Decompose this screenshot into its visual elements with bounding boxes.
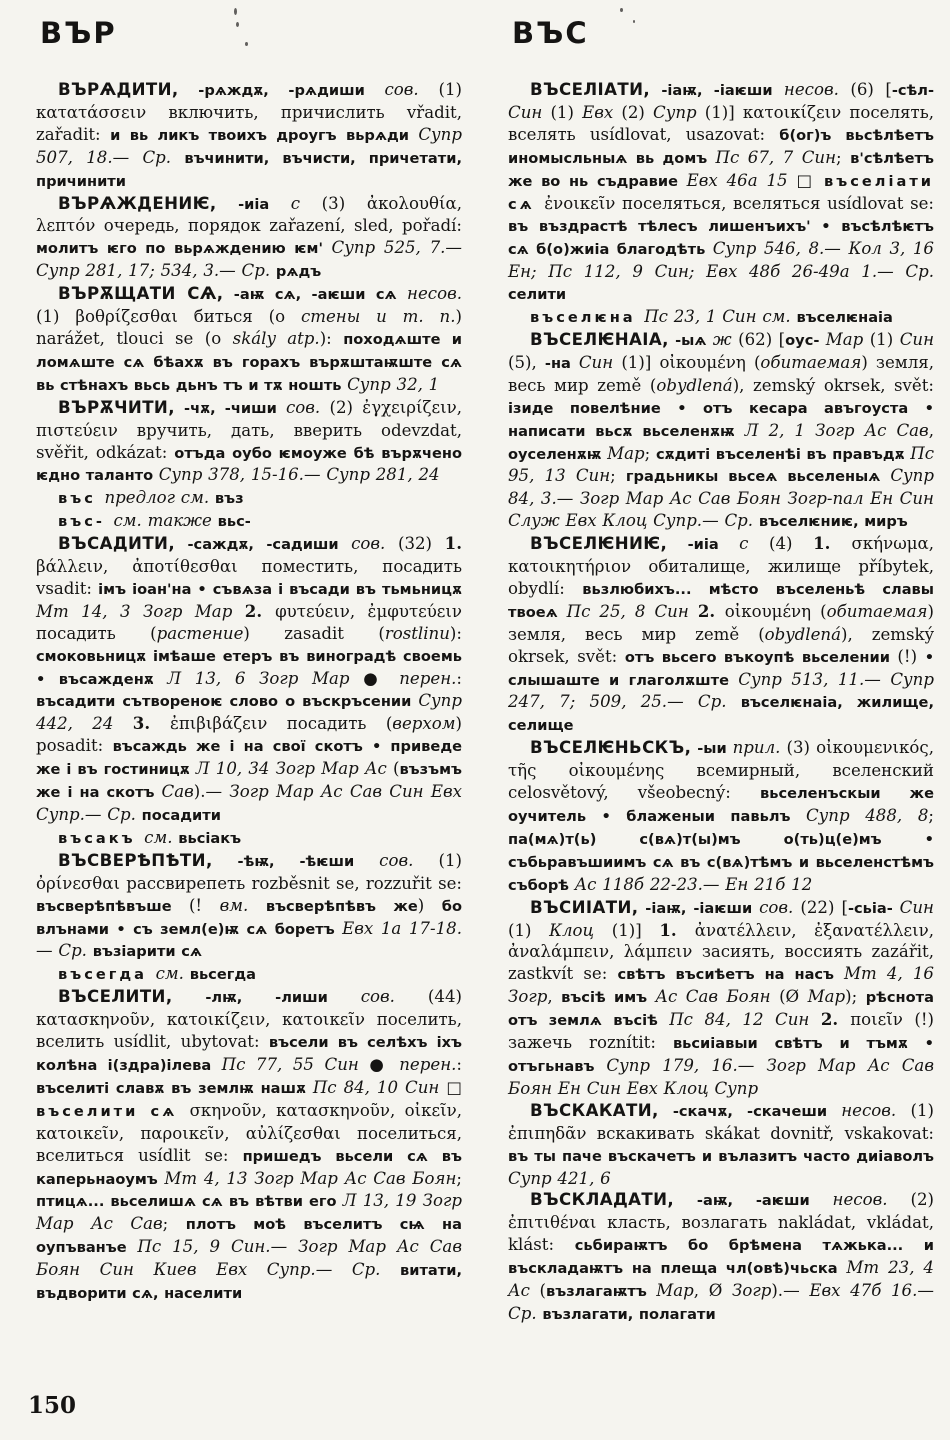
italic-reference: ж <box>712 329 732 349</box>
scan-speck <box>620 8 623 12</box>
entry-text: ; <box>644 443 656 463</box>
entry-text: ).— <box>771 1281 810 1301</box>
headword: ВЪРѦДИТИ, <box>58 80 179 99</box>
headword: ВЪСЕЛѤНИѤ, <box>530 534 668 554</box>
italic-reference: Пс 84, 10 Син <box>312 1077 447 1097</box>
ocs-citation: -ыѧ <box>668 331 713 349</box>
entry-text: (2) <box>320 397 363 417</box>
entry-text: вскакивать skákat dovnitř, vskakovat: <box>596 1123 934 1143</box>
dictionary-entry <box>508 1189 934 1325</box>
italic-reference: сов. <box>384 80 419 99</box>
ocs-citation: възіарити сѧ <box>92 943 203 961</box>
entry-text: ● <box>363 668 400 688</box>
sense-number: 2. <box>697 600 725 621</box>
dictionary-entry <box>508 329 934 533</box>
ocs-citation: въсадити сътвореноѥ слово о въскръсении <box>36 693 419 711</box>
ocs-citation: възлагаѭтъ <box>546 1283 657 1301</box>
ocs-citation: вьсегда <box>189 966 256 984</box>
italic-reference: верхом <box>392 714 456 734</box>
cross-reference-entry <box>36 827 462 850</box>
ocs-citation: -сѣл- <box>891 82 935 99</box>
entry-text: (!) зажечь roznítit: <box>508 1010 934 1053</box>
italic-reference: Мар <box>807 987 846 1007</box>
entry-text: (1) <box>413 850 462 870</box>
entry-text: ) земля, весь мир země ( <box>508 352 934 395</box>
italic-reference: сов. <box>285 397 321 417</box>
entry-text: (4) <box>748 534 814 554</box>
italic-reference: Евх 1а 17-18.— Ср. <box>36 918 462 961</box>
italic-reference: прил. <box>732 738 781 758</box>
italic-reference: Сав <box>161 782 194 802</box>
headword: ВЪРѪЩАТИ СѦ, <box>58 284 224 304</box>
entry-text: (! <box>188 895 220 915</box>
italic-reference: Супр 378, 15-16.— Супр 281, 24 <box>158 465 440 485</box>
entry-text: : <box>456 1054 462 1074</box>
headword: ВЪСЕЛѤНЬСКЪ, <box>530 738 692 758</box>
ocs-citation: градьникы вьсеѧ вьселеныѧ <box>625 468 891 486</box>
greek-gloss: οἰκουμένη <box>724 601 821 621</box>
sense-number: 1. <box>813 533 852 554</box>
ocs-citation: -лѭ, -лиши <box>172 989 361 1007</box>
entry-text: ( <box>753 352 761 372</box>
italic-reference: см. также <box>113 511 218 531</box>
ocs-citation: смоковьницѫ імѣаше етеръ въ виноградѣ своемь • въсажденѫ <box>36 647 462 688</box>
italic-reference: Пс 95, 13 Син <box>508 443 934 486</box>
dictionary-entry <box>36 79 462 193</box>
ocs-citation: въсверѣпѣвъше <box>36 897 189 915</box>
ocs-citation: въ въздрастѣ тѣлесъ лишенъихъ' • въсѣлѣѥтъ сѧ б(о)жиіа благодѣть <box>508 218 934 259</box>
entry-text: □ <box>796 170 825 190</box>
entry-text: (2) <box>887 1190 935 1210</box>
italic-reference: Супр 179, 16.— Зогр Мар Ас Сав Боян Ен Син Евх Клоц Супр <box>508 1055 934 1098</box>
italic-reference: Супр 32, 1 <box>347 374 440 394</box>
ocs-citation: витати, въдворити сѧ, населити <box>36 1262 462 1303</box>
ocs-citation: въселиті славѫ въ землѭ нашѫ <box>36 1079 313 1097</box>
italic-reference: Пс 25, 8 Син <box>566 601 698 621</box>
entry-text: (1) <box>896 1100 934 1120</box>
entry-text: обиталище, жилище příbytek, obydlí: <box>508 557 934 598</box>
ocs-citation: въсверѣпѣвъ же <box>265 897 418 915</box>
entry-text: ) zasadit ( <box>243 623 385 643</box>
headword: ВЪСИІАТИ, <box>530 897 639 917</box>
entry-text: (22) [ <box>793 897 848 917</box>
entry-text: ; <box>928 806 934 825</box>
italic-reference: сов. <box>351 534 386 554</box>
greek-gloss: κατασκηνοῦν, κατοικίζειν, κατοικεῖν <box>36 1010 377 1030</box>
entry-text: (62) [ <box>731 329 786 349</box>
italic-reference: Мар <box>607 443 645 463</box>
entries-left <box>36 79 462 1305</box>
ocs-citation: -іаѭ, -іаѥши <box>638 899 760 917</box>
ocs-citation: възъмъ же і на скотъ <box>36 761 462 802</box>
ocs-citation: вьсіакъ <box>178 829 242 847</box>
italic-reference: Супр 513, 11.— Супр 247, 7; 509, 25.— Ср. <box>508 669 934 712</box>
greek-gloss: ἐνοικεῖν <box>544 193 622 213</box>
entry-text: вручить, дать, вверить odevzdat, svěřit, odkázat: <box>36 420 462 462</box>
entry-text: , <box>547 987 562 1007</box>
italic-reference: перен. <box>399 1054 457 1074</box>
entry-text: ; <box>610 466 626 486</box>
greek-gloss: ἐγχειρίζειν, πιστεύειν <box>36 397 462 440</box>
greek-gloss: σκήνωμα, κατοικητήριον <box>508 534 934 577</box>
entry-text: (1) <box>550 102 583 122</box>
italic-reference: Син <box>508 102 551 122</box>
entry-text: ; <box>456 1168 462 1188</box>
ocs-citation: посадити <box>141 807 221 824</box>
italic-reference: обитаемая <box>760 352 862 372</box>
ocs-citation: в'сѣлѣетъ же во нь съдравие <box>508 149 934 190</box>
greek-gloss: κατοικίζειν <box>742 102 850 122</box>
greek-gloss: φυτεύειν, ἐμφυτεύειν <box>275 601 462 621</box>
italic-reference: Супр 421, 6 <box>508 1168 611 1188</box>
italic-reference: Мт 4, 16 Зогр <box>508 964 934 1007</box>
italic-reference: Л 13, 6 Зогр Мар <box>167 668 364 688</box>
entry-text: ( <box>392 759 400 779</box>
spaced-headword: въсегда <box>58 966 156 984</box>
italic-reference: Л 13, 19 Зогр Мар Ас Сав <box>36 1191 462 1234</box>
italic-reference: сов. <box>360 987 395 1007</box>
ocs-citation: • слышаште и глаголѫште <box>508 648 935 689</box>
dictionary-entry <box>36 397 462 488</box>
ocs-citation: рѣснота отъ землѧ въсіѣ <box>508 989 934 1030</box>
dictionary-entry <box>508 79 934 306</box>
entry-text: (1) <box>508 920 550 940</box>
entry-text: (1)] <box>611 920 660 940</box>
entry-text: , Ø <box>693 1281 732 1301</box>
greek-gloss: οἰκουμενικός, τῆς οἰκουμένης <box>508 738 934 781</box>
entry-text: включить, причислить vřadit, zařadit: <box>36 102 462 144</box>
italic-reference: Евх 47б 16.— Ср. <box>508 1281 934 1323</box>
entry-text: посадить ( <box>36 623 157 643</box>
scan-speck <box>245 42 248 46</box>
ocs-citation: рѧдъ <box>275 263 322 281</box>
ocs-citation: ізиде повелѣние • отъ кесара авъгоуста • написати вьсѫ вьселенѫѭ <box>508 399 934 440</box>
spaced-headword: въс- <box>58 513 114 531</box>
headword: ВЪСКАКАТИ, <box>530 1100 659 1120</box>
entry-text: ): <box>449 623 462 643</box>
entry-text: поселиться, вселиться usídlit se: <box>36 1123 462 1165</box>
headword: ВЪСЕЛІАТИ, <box>530 80 651 99</box>
italic-reference: см. <box>144 827 179 847</box>
entry-text: : <box>456 668 462 688</box>
entry-text: (3) <box>299 193 367 213</box>
ocs-citation: -иіа <box>667 536 740 554</box>
cross-reference-entry <box>36 510 462 533</box>
italic-reference: с <box>739 534 749 554</box>
sense-number: 1. <box>444 533 462 554</box>
sense-number: 3. <box>132 713 170 734</box>
entry-text: (2) <box>621 102 653 122</box>
greek-gloss: ποιεῖν <box>850 1010 915 1030</box>
italic-reference: растение <box>156 623 244 643</box>
ocs-citation: сѫдиті въселенѣі въ правъдѫ <box>655 445 911 463</box>
italic-reference: несов. <box>407 284 462 304</box>
ocs-citation: въсіѣ имъ <box>561 989 656 1007</box>
italic-reference: сов. <box>759 897 794 917</box>
headword: ВЪСЕЛИТИ, <box>58 987 173 1007</box>
ocs-citation: въсаждь же і на свої скотъ • приведе же і въ гостиницѫ <box>36 738 463 779</box>
left-column <box>36 16 462 1326</box>
italic-reference: с <box>290 193 300 213</box>
ocs-citation: въселѥнаіа, жилище, селище <box>508 694 934 735</box>
headword: ВЪСКЛАДАТИ, <box>530 1190 675 1210</box>
italic-reference: obydlená <box>764 624 841 644</box>
italic-reference: Пс 67, 7 Син <box>715 147 837 167</box>
entry-text: (6) [ <box>838 80 892 99</box>
greek-gloss: ἐπιπηδᾶν <box>508 1123 597 1143</box>
dictionary-entry <box>508 737 934 896</box>
italic-reference: Супр <box>653 102 705 122</box>
entry-text: (44) <box>394 987 462 1007</box>
entry-text: поселяться, вселяться usídlovat se: <box>621 193 935 213</box>
entry-text: ) narážet, tlouci se (o <box>36 307 463 348</box>
italic-reference: Мар <box>825 329 870 349</box>
dictionary-entry <box>36 850 462 964</box>
entry-text: поселить, вселить usídlit, ubytovat: <box>36 1010 462 1052</box>
running-head-right: ВЪС <box>512 16 589 50</box>
entry-text: (1) <box>36 307 76 327</box>
italic-reference: obydlená <box>656 375 733 395</box>
ocs-citation: плотъ моѣ въселитъ сѩ на оупъванъе <box>36 1216 462 1257</box>
entry-text: ), zemský okrsek, svět: <box>732 375 934 395</box>
entry-text: ), zemský okrsek, svět: <box>508 624 934 666</box>
ocs-citation: молитъ ѥго по вьрѧждению ѥм' <box>36 240 332 258</box>
spaced-headword: въселѥна <box>530 309 645 327</box>
sense-number: 2. <box>244 600 276 621</box>
sense-number: 1. <box>659 919 695 940</box>
italic-reference: Супр 525, 7.— Супр 281, 17; 534, 3.— Ср. <box>36 238 463 281</box>
entry-text: ): <box>319 328 344 348</box>
ocs-citation: -аѭ сѧ, -аѥши сѧ <box>223 286 408 304</box>
italic-reference: Супр 442, 24 <box>36 691 462 734</box>
cross-reference-entry <box>36 487 462 510</box>
ocs-citation: вьселенъскыи же оучитель • блаженыи павьлъ <box>508 785 934 825</box>
italic-reference: rostlinu <box>384 623 450 643</box>
italic-reference: Син <box>899 329 935 349</box>
greek-gloss: κατατάσσειν <box>36 102 169 122</box>
headword: ВЪРѪЧИТИ, <box>58 397 175 417</box>
ocs-citation: въселѥниѥ, миръ <box>758 513 908 531</box>
ocs-citation: б(ог)ъ вьсѣлѣетъ иномысльныѧ вь домъ <box>508 126 934 167</box>
greek-gloss: ὀρίνεσθαι <box>36 873 127 893</box>
ocs-citation: -рѧждѫ, -рѧдиши <box>178 82 385 99</box>
spaced-headword: въселити сѧ <box>36 1102 190 1120</box>
ocs-citation: отъда оубо ѥмоуже бѣ върѫчено ѥдно таланто <box>36 444 462 485</box>
entry-text: ; <box>162 1214 186 1234</box>
entry-text: (1)] <box>704 102 743 122</box>
italic-reference: Мт 4, 13 Зогр Мар Ас Сав Боян <box>164 1168 457 1188</box>
dictionary-entry <box>508 897 934 1100</box>
running-head-left: ВЪР <box>40 16 117 50</box>
headword: ВЪРѦЖДЕНИѤ, <box>58 193 217 213</box>
spaced-headword: въс <box>58 490 105 508</box>
italic-reference: Ас Сав Боян <box>655 987 780 1007</box>
italic-reference: Мт 23, 4 Ас <box>508 1258 934 1301</box>
entry-text: ● <box>369 1054 400 1074</box>
greek-gloss: ἀκολουθία, λεπτόν <box>36 193 462 236</box>
greek-gloss: ἀνατέλλειν, ἐξανατέλλειν, ἀναλάμπειν, λάμπειν <box>508 920 934 962</box>
ocs-citation: свѣтъ въсиѣетъ на насъ <box>617 966 844 984</box>
ocs-citation: -ѣѭ, -ѣѥши <box>212 852 380 870</box>
entry-text: ( <box>539 1281 546 1301</box>
italic-reference: Супр 84, 3.— Зогр Мар Ас Сав Боян Зогр-пал Ен Син Служ Евх Клоц Супр.— Ср. <box>508 466 934 531</box>
entry-text: (3) <box>780 738 817 758</box>
cross-reference-entry <box>508 306 934 329</box>
italic-reference: Супр 546, 8.— Кол 3, 16 Ен; Пс 112, 9 Син; Евх 48б 26-49а 1.— Ср. <box>508 239 934 282</box>
italic-reference: стены и т. п. <box>300 307 456 327</box>
ocs-citation: -саждѫ, -садиши <box>175 536 352 554</box>
ocs-citation: вьсиіавыи свѣтъ и тъмѫ • отъгьнавъ <box>508 1035 934 1075</box>
entry-text: класть, возлагать nakládat, vkládat, klást: <box>508 1213 934 1255</box>
entry-text: очередь, порядок zařazení, sled, pořadí: <box>103 216 463 236</box>
entry-text: (5), <box>508 352 545 372</box>
ocs-citation: бо влънами • съ земл(е)ѭ сѧ боретъ <box>36 897 463 938</box>
ocs-citation: въчинити, въчисти, причетати, причинити <box>36 149 462 190</box>
italic-reference: Зогр <box>731 1281 772 1301</box>
entry-text: (Ø <box>779 987 808 1007</box>
entry-text: поселять, вселять usídlovat, usazovat: <box>508 102 935 144</box>
headword: ВЪСЕЛѤНАІА, <box>530 329 669 349</box>
scan-speck <box>633 20 635 23</box>
entries-right <box>508 79 934 1326</box>
scan-speck <box>234 8 237 15</box>
ocs-citation: отъ вьсего въкоупѣ вьселении <box>624 648 898 666</box>
entry-text: □ <box>446 1077 462 1097</box>
right-column <box>508 16 934 1326</box>
dictionary-entry <box>36 283 462 397</box>
italic-reference: Супр 488, 8 <box>805 806 929 825</box>
ocs-citation: -сьіа- <box>847 899 900 917</box>
entry-text: ) земля, весь мир země ( <box>508 601 934 644</box>
italic-reference: skály atp. <box>232 328 320 348</box>
sense-number: 2. <box>820 1009 851 1030</box>
italic-reference: Евх 46а 15 <box>686 170 797 190</box>
spaced-headword: въселіати сѧ <box>508 172 935 213</box>
italic-reference: обитаемая <box>826 601 928 621</box>
ocs-citation: въселѥнаіа <box>796 309 893 327</box>
ocs-citation: сьбираѭтъ бо брѣмена тѧжька... и въскладаѭтъ на плеща чл(овѣ)чьска <box>508 1237 934 1278</box>
ocs-citation: въз <box>214 490 244 508</box>
greek-gloss: ἐπιτιθέναι <box>508 1213 608 1233</box>
italic-reference: Л 2, 1 Зогр Ас Сав <box>744 420 929 440</box>
ocs-citation: пришедъ вьсели сѧ въ каперьнаоумъ <box>36 1147 462 1188</box>
dictionary-entry <box>36 533 462 827</box>
scan-speck <box>236 22 239 27</box>
italic-reference: перен. <box>399 668 457 688</box>
ocs-citation: -чѫ, -чиши <box>174 399 286 417</box>
entry-text: ); <box>845 987 866 1007</box>
ocs-citation: птицѧ... вьселишѧ сѧ въ вѣтви его <box>36 1193 343 1211</box>
ocs-citation: -на <box>544 354 579 372</box>
italic-reference: Клоц <box>549 920 612 940</box>
ocs-citation: въ ты паче въскачетъ и вълазитъ часто диіаволъ <box>508 1147 934 1165</box>
ocs-citation: оуселенѫѭ <box>508 445 608 463</box>
italic-reference: предлог см. <box>104 488 215 508</box>
greek-gloss: σκηνοῦν, κατασκηνοῦν, οἰκεῖν, κατοικεῖν, παροικεῖν, αὐλίζεσθαι <box>36 1100 462 1143</box>
ocs-citation: вьзлюбихъ... мѣсто въселеньѣ славы твоеѧ <box>508 580 934 621</box>
headword: ВЪСАДИТИ, <box>58 534 176 554</box>
entry-text: ( <box>820 601 827 621</box>
greek-gloss: οἰκουμένη <box>659 352 754 372</box>
ocs-citation: -ыи <box>691 740 733 758</box>
ocs-citation: възлагати, полагати <box>542 1305 716 1323</box>
ocs-citation: імъ іоан'на • съвѧза і въсади въ тьмьницѫ <box>98 580 462 598</box>
italic-reference: несов. <box>783 80 839 99</box>
dictionary-entry <box>36 986 462 1305</box>
entry-text: поместить, посадить vsadit: <box>36 557 462 598</box>
italic-reference: Супр 507, 18.— Ср. <box>36 124 462 167</box>
entry-text: ) posadit: <box>36 714 462 756</box>
entry-text: (1) <box>418 80 463 99</box>
entry-text: (1) <box>869 329 900 349</box>
italic-reference: несов. <box>832 1190 888 1210</box>
ocs-citation: -иіа <box>216 195 291 213</box>
dictionary-entry <box>508 533 934 737</box>
italic-reference: Пс 23, 1 Син см. <box>644 307 797 327</box>
greek-gloss: βοθρίζεσθαι <box>75 307 194 327</box>
ocs-citation: -скачѫ, -скачеши <box>658 1102 842 1120</box>
entry-text: ).— <box>193 782 230 802</box>
headword: ВЪСВЕРѢПѢТИ, <box>58 850 213 870</box>
italic-reference: Зогр Мар Ас Сав Син Евх Супр.— Ср. <box>36 782 462 824</box>
entry-text: биться (о <box>193 307 301 327</box>
entry-text: ) <box>417 895 442 915</box>
italic-reference: Пс 84, 12 Син <box>669 1010 821 1030</box>
italic-reference: Син <box>899 897 934 917</box>
ocs-citation: селити <box>508 286 567 304</box>
entry-text: , <box>928 420 935 440</box>
italic-reference: вм. <box>219 895 266 915</box>
cross-reference-entry <box>36 963 462 986</box>
italic-reference: Пс 15, 9 Син.— Зогр Мар Ас Сав Боян Син Киев Евх Супр.— Ср. <box>36 1237 462 1280</box>
italic-reference: см. <box>155 964 190 984</box>
italic-reference: Ас 118б 22-23.— Ен 21б 12 <box>574 874 813 894</box>
spaced-headword: въсакъ <box>58 829 145 847</box>
italic-reference: Мар <box>656 1281 694 1301</box>
entry-text: рассвирепеть rozběsnit se, rozzuřit se: <box>126 873 462 893</box>
greek-gloss: ἐπιβιβάζειν <box>169 714 287 734</box>
ocs-citation: -іаѭ, -іаѥши <box>650 82 784 99</box>
page-number: 150 <box>28 1392 77 1419</box>
dictionary-entry <box>36 193 462 284</box>
italic-reference: Пс 77, 55 Син <box>221 1054 370 1074</box>
entry-text: (!) <box>897 646 925 666</box>
italic-reference: Л 10, 34 Зогр Мар Ас <box>195 759 393 779</box>
entry-text: (1)] <box>621 352 660 372</box>
italic-reference: несов. <box>841 1100 897 1120</box>
greek-gloss: βάλλειν, ἀποτίθεσθαι <box>36 557 262 577</box>
italic-reference: Син <box>578 352 622 372</box>
ocs-citation: оус- <box>785 331 826 349</box>
italic-reference: сов. <box>379 850 414 870</box>
ocs-citation: па(мѧ)т(ь) с(вѧ)т(ы)мъ о(ть)ц(е)мъ • събьравъшиимъ сѧ въ с(вѧ)тѣмъ и вьселенстѣмъ съборѣ <box>508 830 934 894</box>
italic-reference: Евх <box>582 102 622 122</box>
entry-text: ; <box>836 147 851 167</box>
ocs-citation: -аѭ, -аѥши <box>674 1192 833 1210</box>
ocs-citation: вьс- <box>217 513 251 531</box>
entry-text: всемирный, вселенский celosvětový, všeobecný: <box>508 761 934 803</box>
italic-reference: Мт 14, 3 Зогр Мар <box>36 601 245 621</box>
entry-text: (32) <box>385 534 445 554</box>
dictionary-entry <box>508 1100 934 1190</box>
ocs-citation: и вь ликъ твоихъ дроугъ вьрѧди <box>110 126 419 144</box>
ocs-citation: въсели въ селѣхъ іхъ колѣна і(здра)ілева <box>36 1034 462 1074</box>
ocs-citation: походѧште и ломѧште сѧ бѣахѫ въ горахъ върѫштаѭште сѧ вь стѣнахъ вьсь дьнъ тъ и тѫ ношть <box>36 330 462 394</box>
entry-text: засиять, воссиять zazářit, zastkvít se: <box>508 942 935 984</box>
entry-text: посадить ( <box>286 714 393 734</box>
